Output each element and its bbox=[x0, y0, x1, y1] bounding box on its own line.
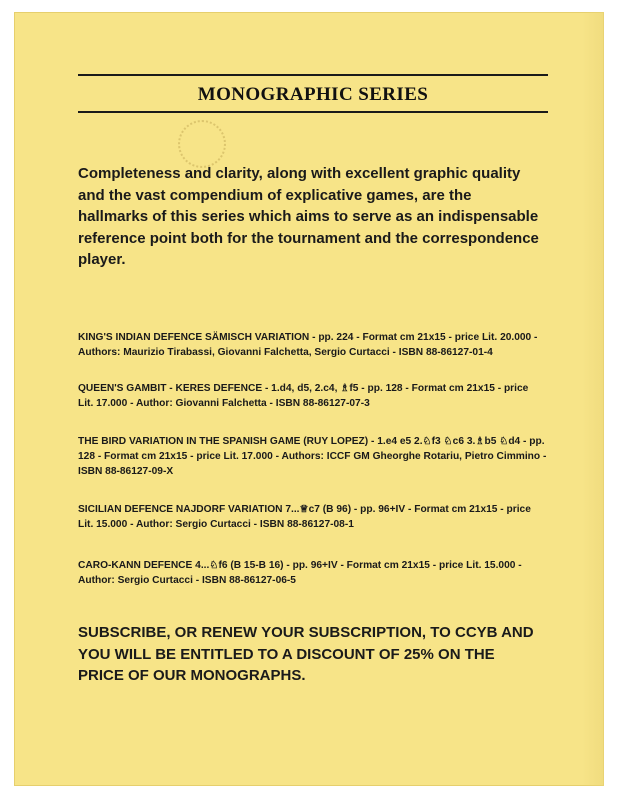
intro-paragraph bbox=[78, 163, 554, 271]
book-entry-line: Lit. 17.000 - Author: Giovanni Falchetta - ISBN 88-86127-07-3 bbox=[78, 398, 370, 409]
book-entry-caro-kann bbox=[78, 558, 546, 588]
book-back-cover bbox=[14, 12, 604, 786]
series-title: MONOGRAPHIC SERIES bbox=[197, 84, 429, 105]
book-entry-line: CARO-KANN DEFENCE 4...♘f6 (B 15-B 16) - pp. 96+IV - Format cm 21x15 - price Lit. 15.000 - bbox=[78, 560, 522, 571]
subscribe-notice bbox=[78, 622, 558, 687]
subscribe-line: PRICE OF OUR MONOGRAPHS. bbox=[78, 667, 306, 684]
book-entry-line: THE BIRD VARIATION IN THE SPANISH GAME (RUY LOPEZ) - 1.e4 e5 2.♘f3 ♘c6 3.♗b5 ♘d4 - pp. bbox=[78, 436, 545, 447]
book-entry-line: 128 - Format cm 21x15 - price Lit. 17.000 - Authors: ICCF GM Gheorghe Rotariu, Pietro Cimmino - bbox=[78, 451, 547, 462]
book-entry-line: Authors: Maurizio Tirabassi, Giovanni Falchetta, Sergio Curtacci - ISBN 88-86127-01-4 bbox=[78, 347, 493, 358]
book-entry-sicilian-najdorf bbox=[78, 502, 546, 532]
book-entry-line: SICILIAN DEFENCE NAJDORF VARIATION 7...♕c7 (B 96) - pp. 96+IV - Format cm 21x15 - price bbox=[78, 504, 531, 515]
intro-line: Completeness and clarity, along with excellent graphic quality bbox=[78, 165, 521, 182]
title-bottom-rule bbox=[78, 111, 548, 113]
intro-line: and the vast compendium of explicative games, are the bbox=[78, 186, 472, 204]
cover-stain bbox=[178, 120, 226, 168]
book-entry-line: Author: Sergio Curtacci - ISBN 88-86127-06-5 bbox=[78, 575, 296, 586]
subscribe-line: SUBSCRIBE, OR RENEW YOUR SUBSCRIPTION, TO CCYB AND bbox=[78, 624, 534, 641]
book-entry-kings-indian bbox=[78, 330, 546, 360]
intro-line: reference point both for the tournament and the correspondence bbox=[78, 229, 539, 247]
subscribe-line: YOU WILL BE ENTITLED TO A DISCOUNT OF 25% ON THE bbox=[78, 645, 495, 663]
title-top-rule bbox=[78, 74, 548, 76]
book-entry-line: Lit. 15.000 - Author: Sergio Curtacci - ISBN 88-86127-08-1 bbox=[78, 519, 354, 530]
book-entry-line: KING'S INDIAN DEFENCE SÄMISCH VARIATION - pp. 224 - Format cm 21x15 - price Lit. 20.000 - bbox=[78, 332, 538, 343]
book-entry-queens-gambit bbox=[78, 381, 546, 411]
intro-line: hallmarks of this series which aims to serve as an indispensable bbox=[78, 208, 539, 225]
book-entry-line: ISBN 88-86127-09-X bbox=[78, 466, 174, 477]
book-entry-line: QUEEN'S GAMBIT - KERES DEFENCE - 1.d4, d5, 2.c4, ♗f5 - pp. 128 - Format cm 21x15 - price bbox=[78, 383, 529, 394]
intro-line: player. bbox=[78, 251, 126, 268]
book-entry-bird-variation bbox=[78, 434, 546, 479]
